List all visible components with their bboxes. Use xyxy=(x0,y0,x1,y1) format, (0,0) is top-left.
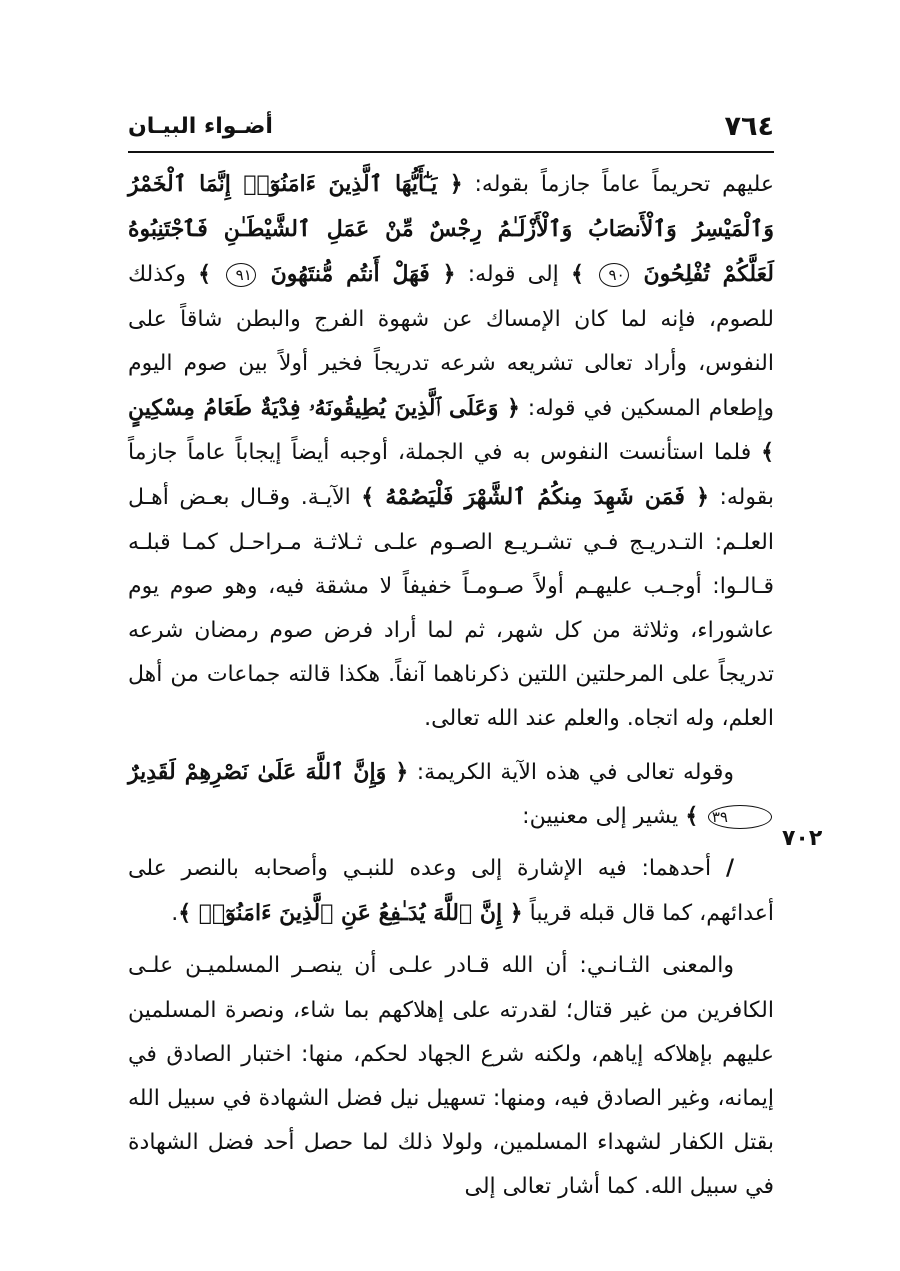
paragraph xyxy=(128,944,774,1209)
paragraph-text: فلما استأنست النفوس به في الجملة، أوجبه أيضاً إيجاباً عاماً جازماً بقوله: xyxy=(128,440,774,511)
ornate-bracket: ﴾ xyxy=(178,901,192,927)
paragraph-text: . xyxy=(171,901,179,927)
margin-slash-marker: / xyxy=(725,856,734,882)
paragraph-text: الآيـة. وقـال بعـض أهـل العلـم: التـدريـج فـي تشـريـع الصـوم علـى ثـلاثـة مـراحـل كمـا قبلـه قـالـوا: أوجـب عليهـم أولاً صـومـاً خفيفاً لا مشقة فيه، وهو صوم يوم عاشوراء، وثلاثة من كل شهر، ثم لما أراد فرض صوم رمضان شرعه تدريجاً على المرحلتين اللتين ذكرناهما آنفاً. هكذا قالته جماعات من أهل العلم، وله اتجاه. والعلم عند الله تعالى. xyxy=(128,485,774,732)
page-number: ٧٦٤ xyxy=(724,110,774,142)
paragraph-text: يشير إلى معنيين: xyxy=(522,803,686,829)
ayah-number-marker: ٣٩ xyxy=(708,805,772,829)
paragraph-text: إلى قوله: xyxy=(455,262,571,288)
ornate-bracket: ﴾ xyxy=(570,262,597,288)
ornate-bracket: ﴿ xyxy=(395,759,409,785)
paragraph xyxy=(128,750,774,839)
ornate-bracket: ﴿ xyxy=(696,485,709,511)
page-header xyxy=(128,104,774,148)
paragraph-text: والمعنى الثـانـي: أن الله قـادر علـى أن ينصـر المسلميـن علـى الكافرين من غير قتال؛ لقدرته على إهلاكهم بما شاء، ونصرة المسلمين عليهم بإهلاكه إياهم، ولكنه شرع الجهاد لحكم، منها: اختبار الصادق في إيمانه، وغير الصادق فيه، ومنها: تسهيل نيل فضل الشهادة في سبيل الله بقتل الكفار لشهداء المسلمين، ولولا ذلك لما حصل أحد فضل الشهادة في سبيل الله. كما أشار تعالى إلى xyxy=(128,953,774,1200)
ayah-number-marker: ٩٠ xyxy=(599,263,629,287)
ornate-bracket: ﴾ xyxy=(198,262,224,288)
ornate-bracket: ﴾ xyxy=(761,440,774,466)
quran-verse: إِنَّ ٱللَّهَ يُدَـٰفِعُ عَنِ ٱلَّذِينَ ءَامَنُوٓا۟ xyxy=(191,900,510,927)
margin-page-marker: ٧٠٢ xyxy=(782,826,823,851)
ornate-bracket: ﴿ xyxy=(442,262,456,288)
quran-verse: فَمَن شَهِدَ مِنكُمُ ٱلشَّهْرَ فَلْيَصُمْهُ xyxy=(374,484,697,511)
paragraph-text: أحدهما: فيه الإشارة إلى وعده للنبـي وأصحابه بالنصر على أعدائهم، كما قال قبله قريباً xyxy=(128,856,774,927)
header-divider xyxy=(128,151,774,153)
ayah-number-marker: ٩١ xyxy=(226,263,256,287)
paragraph xyxy=(128,847,774,936)
ornate-bracket: ﴿ xyxy=(507,396,520,422)
quran-verse: فَهَلْ أَنتُم مُّنتَهُونَ xyxy=(257,261,443,288)
running-title: أضـواء البيـان xyxy=(128,113,273,139)
quran-verse: وَإِنَّ ٱللَّهَ عَلَىٰ نَصْرِهِمْ لَقَدِيرٌ xyxy=(128,758,396,785)
quran-verse: وَعَلَى ٱلَّذِينَ يُطِيقُونَهُۥ فِدْيَةٌ طَعَامُ مِسْكِينٍ xyxy=(128,395,507,422)
paragraph xyxy=(128,162,774,742)
ornate-bracket: ﴾ xyxy=(685,803,706,829)
ornate-bracket: ﴾ xyxy=(361,485,375,511)
paragraph-text: وقوله تعالى في هذه الآية الكريمة: xyxy=(408,759,735,785)
quran-verse: يَـٰٓأَيُّهَا ٱلَّذِينَ ءَامَنُوٓا۟ إِنَّمَا ٱلْخَمْرُ وَٱلْمَيْسِرُ وَٱلْأَنصَابُ وَٱلْأَزْلَـٰمُ رِجْسٌ مِّنْ عَمَلِ ٱلشَّيْطَـٰنِ فَٱجْتَنِبُوهُ لَعَلَّكُمْ تُفْلِحُونَ xyxy=(128,171,774,288)
paragraph-text: عليهم تحريماً عاماً جازماً بقوله: xyxy=(462,172,774,197)
ornate-bracket: ﴿ xyxy=(509,901,523,927)
body-text xyxy=(128,162,774,1210)
paragraph-text: وكذلك للصوم، فإنه لما كان الإمساك عن شهوة الفرج والبطن شاقاً على النفوس، وأراد تعالى تشريعه شرعه تدريجاً فخير أولاً بين صوم اليوم وإطعام المسكين في قوله: xyxy=(128,262,774,422)
ornate-bracket: ﴿ xyxy=(449,172,463,197)
